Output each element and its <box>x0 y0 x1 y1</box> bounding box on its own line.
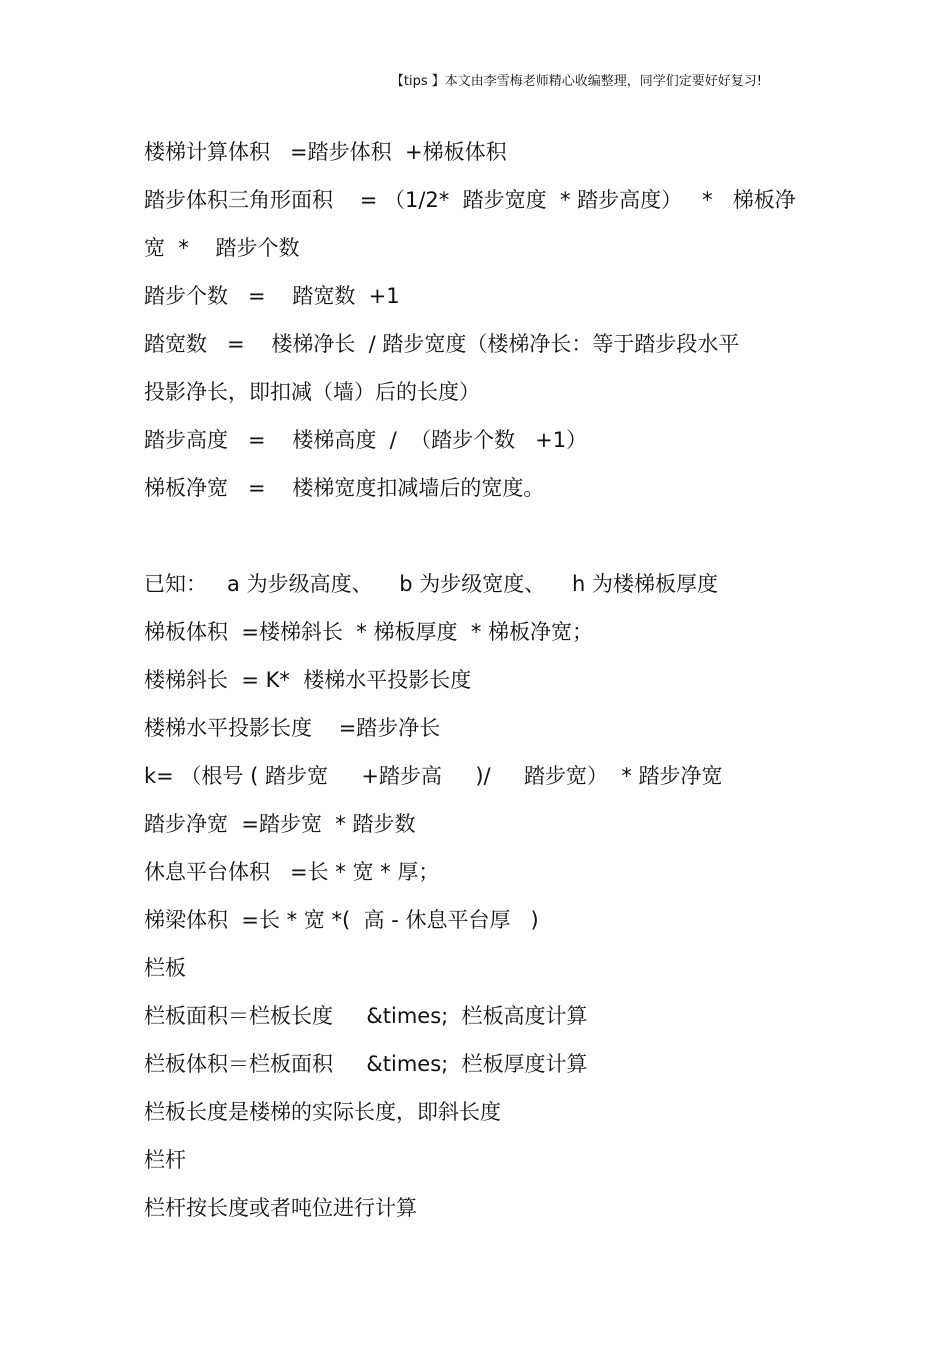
text-line: 栏板面积＝栏板长度 &times; 栏板高度计算 <box>144 1004 588 1028</box>
text-line: 楼梯斜长 = K* 楼梯水平投影长度 <box>144 668 472 692</box>
text-line: 踏步高度 = 楼梯高度 / （踏步个数 +1） <box>144 428 588 452</box>
text-line: k= （根号 ( 踏步宽 +踏步高 )/ 踏步宽） * 踏步净宽 <box>144 764 723 788</box>
text-line: 栏杆 <box>144 1148 186 1172</box>
text-line: 栏板长度是楼梯的实际长度，即斜长度 <box>144 1100 501 1124</box>
text-line: 宽 * 踏步个数 <box>144 236 300 260</box>
text-line: 踏步净宽 =踏步宽 * 踏步数 <box>144 812 416 836</box>
text-line: 梯板体积 =楼梯斜长 * 梯板厚度 * 梯板净宽； <box>144 620 593 644</box>
text-line: 踏步个数 = 踏宽数 +1 <box>144 284 400 308</box>
text-line: 楼梯计算体积 =踏步体积 +梯板体积 <box>144 140 507 164</box>
text-line: 梯板净宽 = 楼梯宽度扣减墙后的宽度。 <box>144 476 545 500</box>
text-line: 栏板 <box>144 956 186 980</box>
text-line: 楼梯水平投影长度 =踏步净长 <box>144 716 441 740</box>
header-tip: 【tips 】本文由李雪梅老师精心收编整理，同学们定要好好复习! <box>390 74 762 89</box>
text-line: 休息平台体积 =长 * 宽 * 厚； <box>144 860 440 884</box>
text-line: 踏步体积三角形面积 = （1/2* 踏步宽度 * 踏步高度） * 梯板净 <box>144 188 796 212</box>
text-line: 栏板体积＝栏板面积 &times; 栏板厚度计算 <box>144 1052 588 1076</box>
paragraph-gap <box>144 512 814 560</box>
text-line: 梯梁体积 =长 * 宽 *( 高 - 休息平台厚 ) <box>144 908 539 932</box>
text-line: 栏杆按长度或者吨位进行计算 <box>144 1196 417 1220</box>
document-body <box>144 128 814 1232</box>
text-line: 已知： a 为步级高度、 b 为步级宽度、 h 为楼梯板厚度 <box>144 572 718 596</box>
text-line: 投影净长，即扣减（墙）后的长度） <box>144 380 480 404</box>
text-line: 踏宽数 = 楼梯净长 / 踏步宽度（楼梯净长：等于踏步段水平 <box>144 332 740 356</box>
